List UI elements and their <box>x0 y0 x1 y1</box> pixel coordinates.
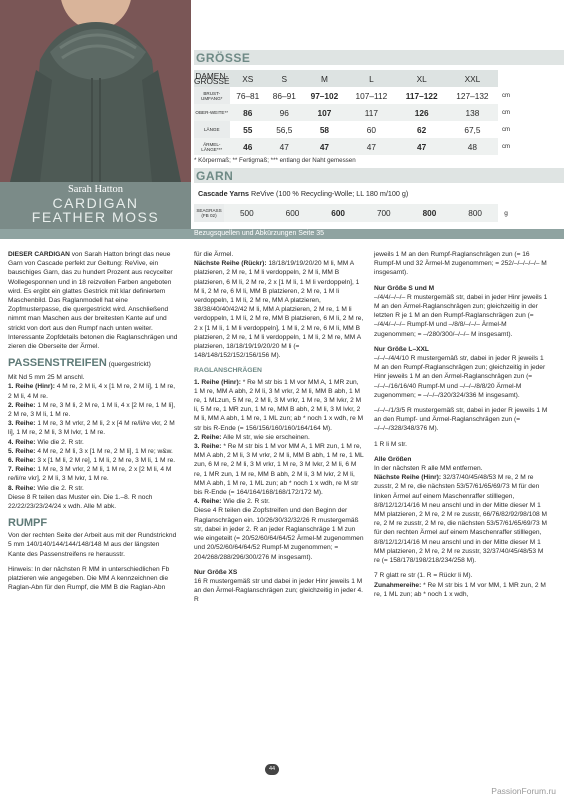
section-heading: RUMPF <box>8 517 48 530</box>
row-label: Zunahmereihe: <box>374 581 422 589</box>
size-col: S <box>266 70 303 87</box>
table-cell: 60 <box>366 124 376 135</box>
paragraph: jeweils 1 M an den Rumpf-Raglanschrägen zun (= 16 Rumpf-M und 32 Ärmel-M zugenommen; = 252/–/–/–/–/– M insgesamt). <box>374 251 547 277</box>
yarn-description: ReVive (100 % Recycling-Wolle; LL 180 m/100 g) <box>251 189 409 198</box>
table-cell: 47 <box>346 138 396 155</box>
reference-text: Bezugsquellen und Abkürzungen Seite 35 <box>194 230 324 237</box>
section-heading <box>8 357 178 371</box>
paragraph: 1 R li M str. <box>374 440 407 448</box>
table-cell: 48 <box>447 138 498 155</box>
row-instruction <box>8 447 178 456</box>
paragraph: In der nächsten R alle MM entfernen. <box>374 465 483 473</box>
size-header-label: DAMEN-GRÖSSE <box>194 70 230 86</box>
table-cell: 117 <box>346 104 396 121</box>
row-label: 3. Reihe: <box>194 443 222 451</box>
paragraph: –/4/4/–/–/– R mustergemäß str, dabei in jeder Hinr jeweils 1 M an den Ärmel-Raglanschrägen zun; gleichzeitig in der letzten R je 1 M an den Rumpf-Raglanschrägen zun (= –/4/4/–/–/– Rumpf-M und –/8/8/–/–/– Ärmel-M zugenommen; = –/280/300/–/–/– M insgesamt). <box>374 293 548 338</box>
text-column-3 <box>374 250 550 599</box>
row-text: * Re M str bis 1 M vor MM A, 1 MR zun, 1 M re, MM A abh, 2 M li, 3 M vrkr, 2 M li, MM B abh, 1 M re, 1 ML zun, 6 M re, 2 M li, 3 M vrkr, 1 M re, 3 M lvkr, 2 M li, 6 M re, 1 MR zun, 1 M re, MM B abh, 2 M li, 3 M lvkr, 2 M li, MM A abh, 1 M re, 1 ML zun; ab * noch 1 x wdh, re M str bis R-Ende (= 164/164/168/168/172/172 M). <box>194 443 364 497</box>
table-cell: 47 <box>266 138 303 155</box>
watermark: PassionForum.ru <box>491 786 556 796</box>
table-cell: 55 <box>243 124 253 135</box>
yarn-heading-band <box>194 168 564 183</box>
text-column-1 <box>8 250 178 599</box>
table-cell: 96 <box>266 104 303 121</box>
row-instruction <box>194 378 364 433</box>
size-col: L <box>346 70 396 87</box>
table-row <box>194 104 514 121</box>
row-label: Nächste Reihe (Hinr): <box>374 474 442 482</box>
row-text: 3 x [1 M li, 2 M re], 1 M li, 2 M re, 3 M li, 1 M re. <box>35 457 176 465</box>
row-label: BRUST-UMFANG* <box>194 87 230 104</box>
table-cell: 97–102 <box>310 90 339 101</box>
yarn-name: Cascade Yarns <box>198 189 250 198</box>
table-cell: 600 <box>270 204 316 222</box>
row-label: 3. Reihe: <box>8 420 36 428</box>
table-row <box>194 87 514 104</box>
row-instruction <box>8 465 178 483</box>
unit-label: cm <box>498 138 514 155</box>
row-text: Wie die 2. R str. <box>35 484 84 492</box>
paragraph: Diese 4 R teilen die Zopfstreifen und den Beginn der Raglanschrägen ein. 10/26/30/32/32/26 R mustergemäß str, dabei in jeder 2. R an jeder Raglanschräge 1 M zun wie eingeteilt (= 20/52/60/64/64/52 Ärmel-M zugenommen und 20/52/60/64/64/52 Rumpf-M zugenommen; = 204/268/288/296/300/276 M insgesamt). <box>194 507 364 561</box>
text-column-2 <box>194 250 364 611</box>
table-cell: 67,5 <box>464 124 481 135</box>
yarn-heading: GARN <box>196 169 234 183</box>
row-instruction <box>374 473 550 565</box>
paragraph: Mit Nd 5 mm 25 M anschl. <box>8 374 85 382</box>
intro-text: von Sarah Hatton bringt das neue Garn von Cascade perfekt zur Geltung: ReVive, ein bauschiges Garn, das zu hundert Prozent aus recycelter Wollegesponnen und in 18 reizvollen Farben angeboten wird. Es ergibt ein glattes Gestrick mit klar definiertem Maschenbild. Das Raglanmodell hat eine Zopfmusterpasse, die quergestrickt wird. Anschließend nimmt man Maschen aus der breitesten Kante auf und strickt von dort aus den Rumpf nach unten weiter. Interessante Zopfdetails betonen die Raglanschrägen und zieren die Oberseite der Ärmel. <box>8 251 178 351</box>
row-instruction <box>194 442 364 497</box>
row-instruction <box>8 484 178 493</box>
row-text: Alle M str, wie sie erscheinen. <box>221 433 310 441</box>
table-cell: 46 <box>230 138 267 155</box>
table-row <box>194 204 514 222</box>
unit-label: cm <box>498 87 514 104</box>
subsection-heading: Nur Größe XS <box>194 568 238 576</box>
row-instruction <box>194 433 364 442</box>
paragraph: für die Ärmel. <box>194 251 234 258</box>
row-text: 1 M re, 3 M vrkr, 2 M li, 1 M re, 2 x [2 M li, 4 M re/li/re vkr], 2 M li, 3 M lvkr, 1 M re. <box>8 466 172 483</box>
row-text: 18/18/19/19/20/20 M li, MM A platzieren, 2 M re, 1 M li verdoppeln, 2 M li, MM B platzieren, 6 M li, 2 M re, 2 x [1 M li, 1 M li verdoppeln], 1 M li, 2 M re, 6 M li, MM B platzieren, 2 M re, 1 M li verdoppeln, 1 M li, 2 M re, MM A platzieren, 38/38/40/40/42/42 M li, MM A platzieren, 2 M re, 1 M li verdoppeln, 1 M li, 2 M re, MM B platzieren, 6 M li, 2 M re, 2 x [1 M li, 1 M li verdoppeln], 1 M li, 2 M re, 6 M li, MM B platzieren, 2 M re, 1 M li verdoppeln, 1 M li, 2 M re, MM A platzieren, 18/18/19/19/20/20 M li (= 148/148/152/152/156/156 M). <box>194 260 364 360</box>
row-label: LÄNGE <box>194 121 230 138</box>
size-header-row <box>194 70 514 87</box>
row-label: ÄRMEL-LÄNGE*** <box>194 138 230 155</box>
yarn-table <box>194 204 514 222</box>
paragraph: 16 R mustergemäß str und dabei in jeder Hinr jeweils 1 M an den Ärmel-Raglanschrägen zun; gleichzeitig in jeder 4. R <box>194 577 363 604</box>
reference-bar <box>0 229 564 239</box>
subsection-heading: RAGLANSCHRÄGEN <box>194 367 262 375</box>
table-cell: 127–132 <box>456 90 489 101</box>
paragraph: –/–/–/1/3/5 R mustergemäß str, dabei in jeder R jeweils 1 M an den Rumpf- und Ärmel-Raglanschrägen zun (= –/–/–/328/348/376 M). <box>374 407 548 433</box>
row-text: 32/37/40/45/48/53 M re, 2 M re zusstr, 2 M re, die nächsten 53/57/61/65/69/73 M für den linken Ärmel auf einem Maschenraffer stilllegen, 8/8/12/12/14/16 M neu anschl und in der Mitte dieser M 1 MM platzieren, 2 M re, 2 M re zusstr, 66/76/82/92/98/108 M re, 2 M re zusstr, 2 M re, die nächsten 53/57/61/65/69/73 M für den rechten Ärmel auf einem Maschenraffer stilllegen, 8/8/12/12/14/16 M neu anschl und in der Mitte dieser M 1 MM platzieren, 2 M re, 2 M re zusstr, 32/37/40/45/48/53 M re (= 158/178/198/218/234/258 M). <box>374 474 547 565</box>
subsection-heading: Nur Größe S und M <box>374 284 435 292</box>
paragraph: –/–/–/4/4/10 R mustergemäß str, dabei in jeder R jeweils 1 M an den Rumpf-Raglanschrägen zun; gleichzeitig in jeder Hinr jeweils 1 M an den Ärmel-Raglanschrägen zun (= –/–/–/16/16/40 Rumpf-M und –/–/–/8/8/20 Ärmel-M zugenommen; = –/–/–/320/324/336 M insgesamt). <box>374 355 546 399</box>
unit-label: g <box>498 204 514 222</box>
row-instruction <box>8 419 178 437</box>
table-cell: 117–122 <box>405 90 438 101</box>
row-instruction <box>8 382 178 400</box>
row-label: 7. Reihe: <box>8 466 36 474</box>
table-cell: 47 <box>303 138 347 155</box>
designer-name: Sarah Hatton <box>67 184 124 195</box>
heading-note: (quergestrickt) <box>106 361 151 369</box>
row-text: 1 M re, 3 M vrkr, 2 M li, 2 x [4 M re/li/re vkr, 2 M li], 1 M re, 2 M li, 3 M lvkr, 1 M re. <box>8 420 175 437</box>
row-text: * Re M str bis 1 M vor MM A, 1 MR zun, 1 M re, MM A abh, 2 M li, 3 M vrkr, 2 M li, MM B abh, 1 M re, 1 MLzun, 5 M re, 2 M li, 3 M vrkr, 1 M re, 3 M lvkr, 2 M li, 5 M re, 1 MR zun, 1 M re, MM B abh, 2 M li, 3 M lvkr, 2 M li, MM A abh, 1 M re, 1 ML zun; ab * noch 1 x wdh, re M str bis R-Ende (= 156/156/160/160/164/164 M). <box>194 378 364 432</box>
row-instruction <box>194 497 364 506</box>
size-col: M <box>303 70 347 87</box>
subsection-heading: Nur Größe L–XXL <box>374 345 429 353</box>
model-title <box>0 196 191 224</box>
row-label: 2. Reihe: <box>194 433 222 441</box>
row-instruction <box>194 259 364 360</box>
subsection-heading: Alle Größen <box>374 455 412 463</box>
table-cell: 500 <box>224 204 270 222</box>
row-label: OBER-WEITE** <box>194 104 230 121</box>
table-cell: 62 <box>417 124 427 135</box>
table-cell: 47 <box>396 138 446 155</box>
table-row <box>194 121 514 138</box>
row-instruction <box>8 456 178 465</box>
unit-label: cm <box>498 104 514 121</box>
paragraph: 7 R glatt re str (1. R = Rückr li M). <box>374 572 473 580</box>
table-cell: 800 <box>452 204 498 222</box>
heading-text: PASSENSTREIFEN <box>8 357 107 370</box>
table-row <box>194 138 514 155</box>
table-cell: 76–81 <box>236 90 260 101</box>
table-cell: 700 <box>361 204 407 222</box>
model-title-line1: CARDIGAN <box>52 195 139 211</box>
color-label: SEAGRASS (FB 02) <box>194 204 224 222</box>
unit-label: cm <box>498 121 514 138</box>
table-cell: 800 <box>407 204 453 222</box>
row-label: 4. Reihe: <box>194 498 222 506</box>
row-instruction <box>374 581 550 599</box>
size-table <box>194 70 514 155</box>
intro-lead: DIESER CARDIGAN <box>8 251 70 258</box>
paragraph: Diese 8 R teilen das Muster ein. Die 1.–8. R noch 22/22/23/23/24/24 x wdh. Alle M abk. <box>8 493 153 511</box>
size-heading: GRÖSSE <box>196 51 251 65</box>
row-label: 1. Reihe (Hinr): <box>8 383 55 391</box>
row-text: Wie die 2. R str. <box>35 438 84 446</box>
size-footnote: * Körpermaß; ** Fertigmaß; *** entlang der Naht gemessen <box>194 157 356 164</box>
table-cell: 86 <box>230 104 267 121</box>
table-cell: 600 <box>315 204 361 222</box>
row-label: 1. Reihe (Hinr): <box>194 378 241 386</box>
row-instruction <box>8 401 178 419</box>
table-cell: 107–112 <box>355 90 388 101</box>
row-text: Wie die 2. R str. <box>221 498 270 506</box>
table-cell: 56,5 <box>276 124 293 135</box>
row-label: Nächste Reihe (Rückr): <box>194 260 267 268</box>
row-label: 5. Reihe: <box>8 447 36 455</box>
size-col: XL <box>396 70 446 87</box>
row-label: 2. Reihe: <box>8 401 36 409</box>
row-label: 8. Reihe: <box>8 484 36 492</box>
model-photo <box>0 0 191 182</box>
paragraph: Hinweis: In der nächsten R MM in unterschiedlichen Fb platzieren wie angegeben. Die MM A kennzeichnen die Raglan-Abn für den Rumpf, die MM B die Raglan-Abn <box>8 565 170 592</box>
paragraph: Von der rechten Seite der Arbeit aus mit der Rundstricknd 5 mm 140/140/144/144/148/148 M aus der längsten Kante des Passenstreifens re herausstr. <box>8 532 177 558</box>
table-cell: 58 <box>319 124 330 135</box>
size-col: XXL <box>447 70 498 87</box>
page-number: 44 <box>265 764 279 775</box>
table-cell: 126 <box>396 104 446 121</box>
table-cell: 138 <box>447 104 498 121</box>
row-text: * Re M str bis 1 M vor MM, 1 MR zun, 2 M re, 1 ML zun; ab * noch 1 x wdh, <box>374 581 546 598</box>
row-instruction <box>8 438 178 447</box>
table-cell: 107 <box>303 104 347 121</box>
intro-paragraph <box>8 250 178 351</box>
row-label: 6. Reihe: <box>8 457 36 465</box>
row-label: 4. Reihe: <box>8 438 36 446</box>
row-text: 1 M re, 3 M li, 2 M re, 1 M li, 4 x [2 M re, 1 M li], 2 M re, 3 M li, 1 M re. <box>8 401 176 419</box>
table-cell: 86–91 <box>272 90 296 101</box>
model-title-line2: FEATHER MOSS <box>31 209 160 225</box>
yarn-info <box>198 189 408 198</box>
size-col: XS <box>230 70 267 87</box>
row-text: 4 M re, 2 M li, 4 x [1 M re, 2 M li], 1 M re, 2 M li, 4 M re. <box>8 383 176 400</box>
row-text: 4 M re, 2 M li, 3 x [1 M re, 2 M li], 1 M re; w&w. <box>35 447 173 455</box>
